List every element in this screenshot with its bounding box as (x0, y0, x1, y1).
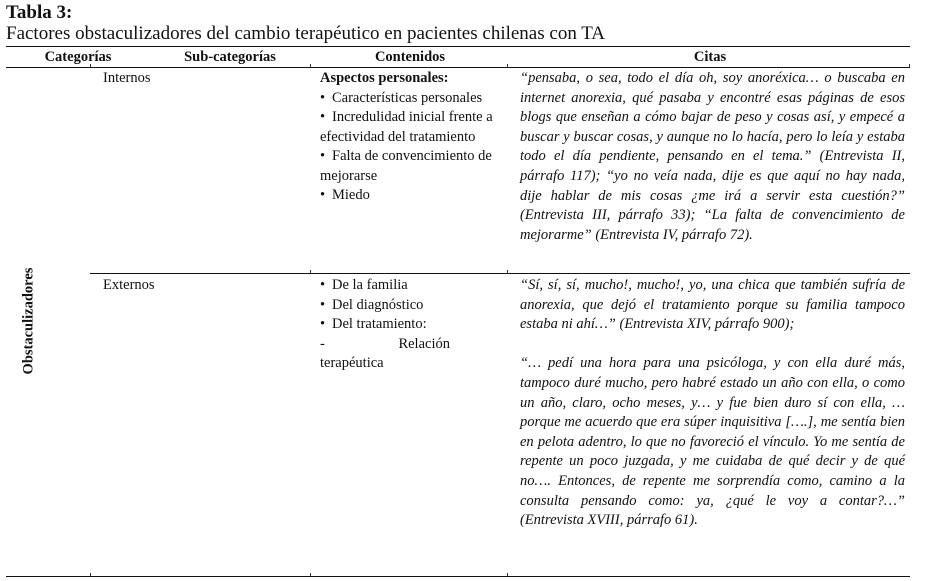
column-tick (507, 270, 508, 273)
contents-item: • Del diagnóstico (320, 296, 505, 316)
column-tick (310, 573, 311, 576)
quotes-internos (520, 69, 905, 265)
quotes-externos (520, 276, 905, 550)
contents-item: • Miedo (320, 186, 505, 206)
contents-item: • Características personales (320, 89, 505, 109)
header-bottom-rule (6, 67, 910, 68)
contents-heading: Aspectos personales: (320, 70, 449, 86)
subitem-word: Relación (398, 335, 450, 352)
subitem-tail: terapéutica (320, 355, 384, 371)
column-tick (310, 270, 311, 273)
row-separator-rule (90, 273, 910, 274)
subcategory-externos: Externos (103, 277, 155, 293)
contents-subitem (320, 335, 450, 355)
header-citas: Citas (693, 49, 727, 65)
category-label: Obstaculizadores (20, 267, 37, 375)
contents-item: • Falta de convencimiento de mejorarse (320, 147, 505, 186)
header-categorias: Categorías (44, 49, 112, 65)
contents-externos (320, 276, 505, 374)
table-caption: Factores obstaculizadores del cambio terapéutico en pacientes chilenas con TA (6, 23, 606, 44)
contents-item: • Del tratamiento: (320, 315, 505, 335)
table-label: Tabla 3: (6, 2, 73, 23)
header-contenidos: Contenidos (374, 49, 446, 65)
contents-internos (320, 69, 505, 206)
table-bottom-rule (6, 576, 910, 577)
contents-item: • De la familia (320, 276, 505, 296)
dash-marker: - (320, 335, 325, 352)
quote-text: “Sí, sí, sí, mucho!, mucho!, yo, una chica que también sufría de anorexia, que dejó el tratamiento porque su familia tampoco estaba ni ahí…” (Entrevista XIV, párrafo 900); (520, 277, 905, 333)
header-top-rule (6, 46, 910, 47)
quote-text: “… pedí una hora para una psicóloga, y con ella duré más, tampoco duré mucho, pero habré estado un año con ella, o como un año, claro, ocho meses, y… y fue bien duro sí con ella, … porque me acuerdo que era súper inquisitiva [….], me sentía bien en pelota adentro, lo que no favoreció el vínculo. Yo me sentía de repente un poco juzgada, y me cuidaba de qué decir y de qué no…. Entonces, de repente me sorprendía como, camino a la consulta pensando como: ya, ¿qué le voy a contar?…” (Entrevista XVIII, párrafo 61). (520, 355, 905, 529)
column-tick (90, 573, 91, 576)
subcategory-internos: Internos (103, 70, 151, 86)
header-sub-categorias: Sub-categorías (184, 49, 276, 65)
quote-text: “pensaba, o sea, todo el día oh, soy anoréxica… o buscaba en internet anorexia, qué pasaba y encontré esas páginas de esos blogs que enseñan a cómo bajar de peso y cosas así, y empecé a buscar y buscar cosas, y aunque no lo hacía, pero lo leía y estaba todo el día pendiente, pensando en el tema.” (Entrevista II, párrafo 117); “yo no veía nada, dije es que aquí no hay nada, dije hablar de mis cosas ¿me irá a servir esta cuestión?” (Entrevista III, párrafo 33); “La falta de convencimiento de mejorarme” (Entrevista IV, párrafo 72). (520, 70, 905, 243)
column-tick (507, 573, 508, 576)
category-cell (14, 260, 44, 382)
contents-item: • Incredulidad inicial frente a efectividad del tratamiento (320, 108, 505, 147)
